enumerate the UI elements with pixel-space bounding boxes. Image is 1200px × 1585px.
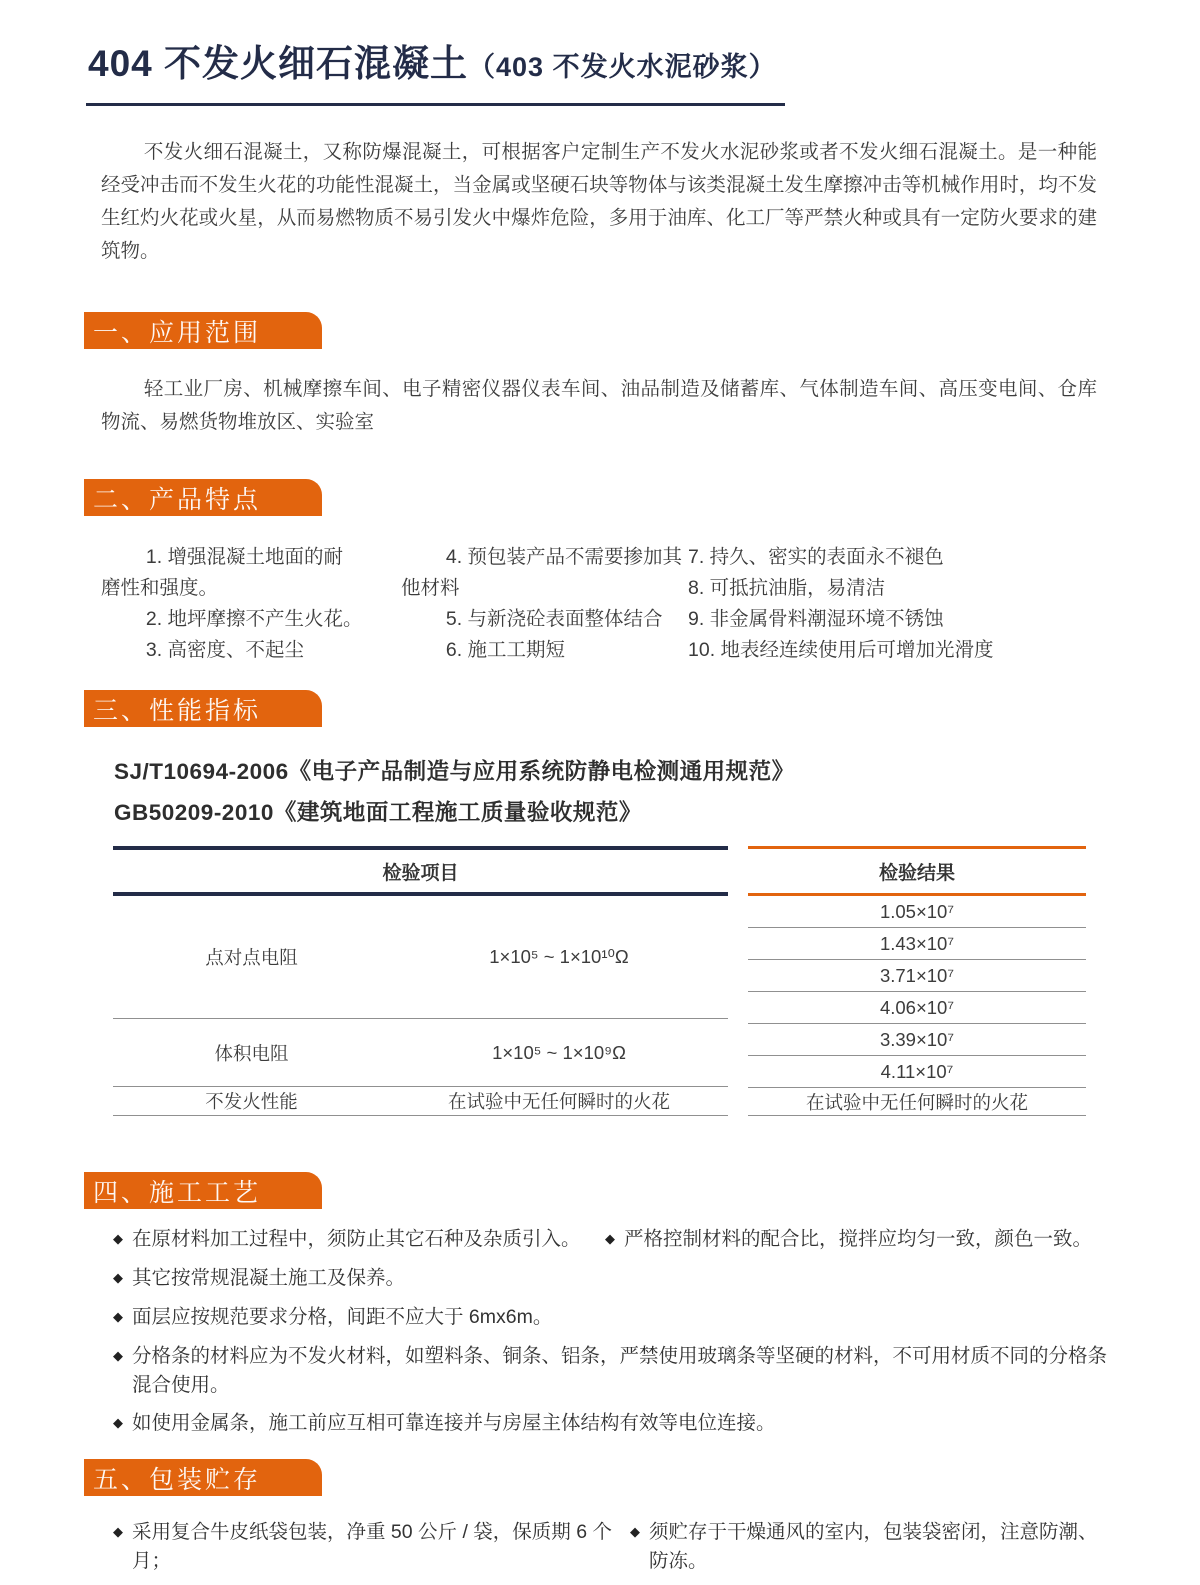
section-heading-application	[84, 312, 322, 349]
diamond-bullet-icon: ◆	[113, 1270, 123, 1285]
feature-column-3	[688, 542, 1097, 666]
table-cell-range: 1×10⁵ ~ 1×10¹⁰Ω	[489, 946, 629, 967]
section-heading-performance	[84, 690, 322, 727]
bullet-item	[113, 1225, 605, 1255]
feature-item: 9. 非金属骨料潮湿环境不锈蚀	[688, 608, 944, 630]
table-cell-range: 在试验中无任何瞬时的火花	[447, 1091, 670, 1112]
performance-table-results-section	[748, 846, 1086, 1116]
diamond-bullet-icon: ◆	[605, 1231, 615, 1246]
feature-item: 5. 与新浇砼表面整体结合	[445, 608, 663, 630]
bullet-text: 采用复合牛皮纸袋包装，净重 50 公斤 / 袋，保质期 6 个月；	[132, 1521, 612, 1572]
section-heading-packaging	[84, 1459, 322, 1496]
page-title	[86, 42, 785, 106]
feature-item-continuation: 磨性和强度。	[101, 577, 219, 599]
bullet-text: 其它按常规混凝土施工及保养。	[132, 1267, 406, 1289]
section-heading-features	[84, 479, 322, 516]
bullet-item	[113, 1518, 630, 1576]
section-heading-construction-label: 四、施工工艺	[93, 1178, 262, 1207]
bullet-text: 严格控制材料的配合比，搅拌应均匀一致，颜色一致。	[624, 1228, 1093, 1250]
table-cell-result: 在试验中无任何瞬时的火花	[748, 1088, 1086, 1116]
feature-item: 2. 地坪摩擦不产生火花。	[145, 608, 363, 630]
bullet-item	[113, 1342, 1113, 1400]
table-cell-result: 3.71×10⁷	[748, 960, 1086, 992]
table-cell-item: 不发火性能	[205, 1091, 298, 1112]
feature-item: 4. 预包装产品不需要掺加其	[445, 546, 683, 568]
standard-reference: GB50209-2010《建筑地面工程施工质量验收规范》	[114, 800, 642, 825]
bullet-pair-row	[113, 1225, 1113, 1264]
page-title-subtitle: （403 不发火水泥砂浆）	[468, 52, 777, 82]
feature-item: 3. 高密度、不起尘	[145, 639, 305, 661]
table-cell-result: 4.11×10⁷	[748, 1056, 1086, 1088]
bullet-text: 须贮存于干燥通风的室内，包装袋密闭，注意防潮、防冻。	[649, 1521, 1098, 1572]
bullet-text: 面层应按规范要求分格，间距不应大于 6mx6m。	[132, 1306, 553, 1328]
section-heading-application-label: 一、应用范围	[93, 318, 262, 347]
standard-reference: SJ/T10694-2006《电子产品制造与应用系统防静电检测通用规范》	[114, 759, 795, 784]
table-row	[113, 1019, 728, 1087]
performance-table	[113, 846, 1086, 1116]
table-cell-result: 1.05×10⁷	[748, 896, 1086, 928]
packaging-bullet-list	[113, 1518, 1113, 1585]
application-scope-text: 轻工业厂房、机械摩擦车间、电子精密仪器仪表车间、油品制造及储蓄库、气体制造车间、高压变电间、仓库物流、易燃货物堆放区、实验室	[101, 378, 1097, 433]
diamond-bullet-icon: ◆	[113, 1524, 123, 1539]
section-heading-packaging-label: 五、包装贮存	[93, 1465, 262, 1494]
table-row	[113, 1087, 728, 1116]
feature-item: 7. 持久、密实的表面永不褪色	[688, 546, 944, 568]
diamond-bullet-icon: ◆	[113, 1415, 123, 1430]
bullet-item	[630, 1518, 1113, 1576]
intro-paragraph: 不发火细石混凝土，又称防爆混凝土，可根据客户定制生产不发火水泥砂浆或者不发火细石混凝土。是一种能经受冲击而不发生火花的功能性混凝土，当金属或坚硬石块等物体与该类混凝土发生摩擦冲击等机械作用时，均不发生红灼火花或火星，从而易燃物质不易引发火中爆炸危险，多用于油库、化工厂等严禁火种或具有一定防火要求的建筑物。	[101, 141, 1097, 262]
construction-bullet-list	[113, 1225, 1113, 1439]
feature-item: 10. 地表经连续使用后可增加光滑度	[688, 639, 994, 661]
feature-list	[101, 542, 1097, 666]
bullet-item	[113, 1303, 1113, 1333]
diamond-bullet-icon: ◆	[630, 1524, 640, 1539]
bullet-item	[113, 1409, 1113, 1439]
bullet-item	[605, 1225, 1092, 1255]
bullet-text: 如使用金属条，施工前应互相可靠连接并与房屋主体结构有效等电位连接。	[132, 1412, 776, 1434]
diamond-bullet-icon: ◆	[113, 1309, 123, 1324]
table-row	[113, 896, 728, 1019]
page-title-main: 404 不发火细石混凝土	[88, 43, 469, 84]
table-cell-range: 1×10⁵ ~ 1×10⁹Ω	[492, 1041, 626, 1063]
diamond-bullet-icon: ◆	[113, 1231, 123, 1246]
bullet-text: 分格条的材料应为不发火材料，如塑料条、铜条、铝条，严禁使用玻璃条等坚硬的材料，不可用材质不同的分格条混合使用。	[132, 1345, 1108, 1396]
feature-column-2	[401, 542, 688, 666]
section-heading-features-label: 二、产品特点	[93, 485, 262, 514]
performance-table-items-section	[113, 846, 728, 1116]
table-cell-result: 4.06×10⁷	[748, 992, 1086, 1024]
table-cell-item: 点对点电阻	[205, 947, 298, 968]
table-cell-result: 3.39×10⁷	[748, 1024, 1086, 1056]
section-heading-construction	[84, 1172, 322, 1209]
table-header-items: 检验项目	[113, 846, 728, 896]
feature-item-continuation: 他材料	[401, 577, 460, 599]
diamond-bullet-icon: ◆	[113, 1348, 123, 1363]
bullet-pair-row	[113, 1518, 1113, 1585]
bullet-text: 在原材料加工过程中，须防止其它石种及杂质引入。	[132, 1228, 581, 1250]
standards-list	[114, 751, 1112, 833]
table-header-results: 检验结果	[748, 846, 1086, 896]
table-cell-result: 1.43×10⁷	[748, 928, 1086, 960]
feature-item: 6. 施工工期短	[445, 639, 566, 661]
section-heading-performance-label: 三、性能指标	[93, 696, 262, 725]
feature-item: 8. 可抵抗油脂，易清洁	[688, 577, 886, 599]
feature-column-1	[101, 542, 401, 666]
bullet-item	[113, 1264, 1113, 1294]
feature-item: 1. 增强混凝土地面的耐	[145, 546, 344, 568]
table-cell-item: 体积电阻	[214, 1042, 289, 1064]
